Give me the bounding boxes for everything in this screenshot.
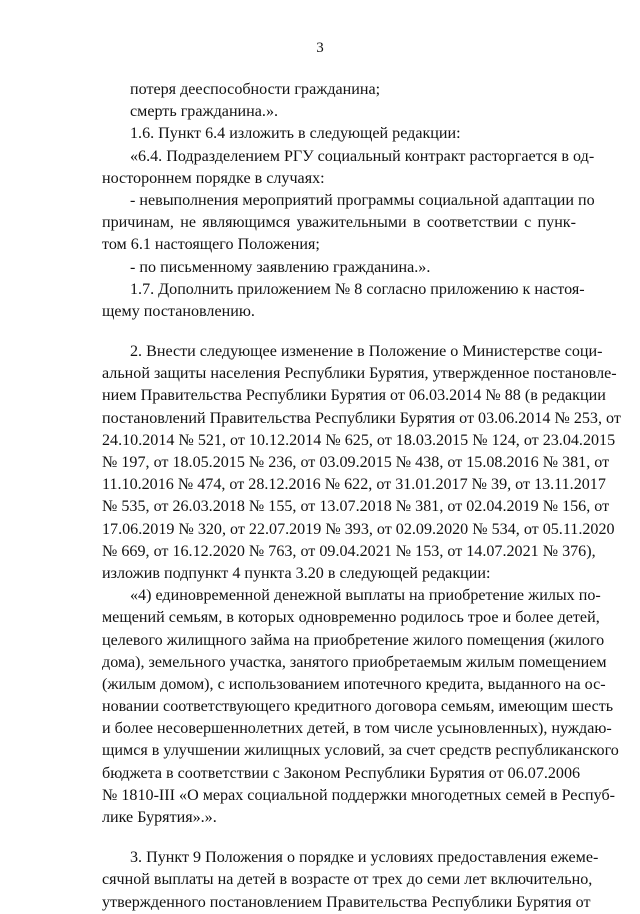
text-line: лике Бурятия».». bbox=[102, 809, 217, 826]
text-line: новании соответствующего кредитного договора семьям, имеющим шесть bbox=[102, 698, 614, 716]
text-line: «6.4. Подразделением РГУ социальный контракт расторгается в од- bbox=[130, 147, 595, 165]
text-line: 2. Внести следующее изменение в Положение о Министерстве соци- bbox=[130, 343, 603, 361]
text-line: и более несовершеннолетних детей, в том числе усыновленных), нуждаю- bbox=[102, 720, 612, 738]
text-line: сячной выплаты на детей в возрасте от трех до семи лет включительно, bbox=[102, 871, 593, 889]
text-line: (жилым домом), с использованием ипотечного кредита, выданного на ос- bbox=[102, 675, 606, 693]
text-line: щему постановлению. bbox=[102, 302, 255, 320]
text-line: 3. Пункт 9 Положения о порядке и условиях предоставления ежеме- bbox=[130, 849, 599, 867]
paragraph-gap bbox=[102, 829, 576, 847]
text-block bbox=[102, 341, 621, 829]
text-line: - невыполнения мероприятий программы социальной адаптации по bbox=[130, 191, 595, 209]
text-line: 1.6. Пункт 6.4 изложить в следующей редакции: bbox=[130, 125, 461, 143]
text-line: дома), земельного участка, занятого приобретаемым жилым помещением bbox=[102, 653, 607, 671]
paragraph-gap bbox=[102, 323, 576, 341]
text-line: альной защиты населения Республики Бурятия, утвержденное постановле- bbox=[102, 365, 617, 383]
text-line: бюджета в соответствии с Законом Республики Бурятия от 06.07.2006 bbox=[102, 764, 581, 782]
document-body bbox=[102, 79, 621, 914]
text-line: изложив подпункт 4 пункта 3.20 в следующей редакции: bbox=[102, 564, 491, 582]
text-line: нием Правительства Республики Бурятия от 06.03.2014 № 88 (в редакции bbox=[102, 387, 606, 405]
text-line: № 197, от 18.05.2015 № 236, от 03.09.2015 № 438, от 15.08.2016 № 381, от bbox=[102, 454, 610, 471]
text-line: целевого жилищного займа на приобретение жилого помещения (жилого bbox=[102, 631, 605, 649]
text-line: утвержденного постановлением Правительства Республики Бурятия от bbox=[102, 893, 591, 911]
text-line: потеря дееспособности гражданина; bbox=[130, 81, 381, 98]
text-line: 11.10.2016 № 474, от 28.12.2016 № 622, от 31.01.2017 № 39, от 13.11.2017 bbox=[102, 476, 606, 494]
text-line: смерть гражданина.». bbox=[130, 103, 279, 121]
text-block bbox=[102, 79, 595, 323]
text-line: № 535, от 26.03.2018 № 155, от 13.07.2018 № 381, от 02.04.2019 № 156, от bbox=[102, 498, 610, 516]
text-line: том 6.1 настоящего Положения; bbox=[102, 236, 320, 254]
text-line: 24.10.2014 № 521, от 10.12.2014 № 625, от 18.03.2015 № 124, от 23.04.2015 bbox=[102, 431, 616, 449]
text-line: щимся в улучшении жилищных условий, за счет средств республиканского bbox=[102, 742, 619, 760]
text-line: № 1810-III «О мерах социальной поддержки многодетных семей в Респуб- bbox=[102, 786, 615, 804]
text-line: мещений семьям, в которых одновременно родилось трое и более детей, bbox=[102, 609, 600, 627]
text-line: 1.7. Дополнить приложением № 8 согласно приложению к настоя- bbox=[130, 280, 585, 298]
text-line: «4) единовременной денежной выплаты на приобретение жилых по- bbox=[130, 587, 601, 605]
text-line: - по письменному заявлению гражданина.». bbox=[130, 258, 431, 276]
text-block bbox=[102, 847, 599, 914]
text-line: постановлений Правительства Республики Бурятия от 03.06.2014 № 253, от bbox=[102, 409, 621, 427]
text-line: причинам, не являющимся уважительными в соответствии с пунк- bbox=[102, 214, 576, 232]
text-line: ностороннем порядке в случаях: bbox=[102, 169, 325, 187]
text-line: 17.06.2019 № 320, от 22.07.2019 № 393, от 02.09.2020 № 534, от 05.11.2020 bbox=[102, 520, 615, 538]
page-number: 3 bbox=[316, 40, 324, 56]
text-line: № 669, от 16.12.2020 № 763, от 09.04.2021 № 153, от 14.07.2021 № 376), bbox=[102, 542, 596, 560]
